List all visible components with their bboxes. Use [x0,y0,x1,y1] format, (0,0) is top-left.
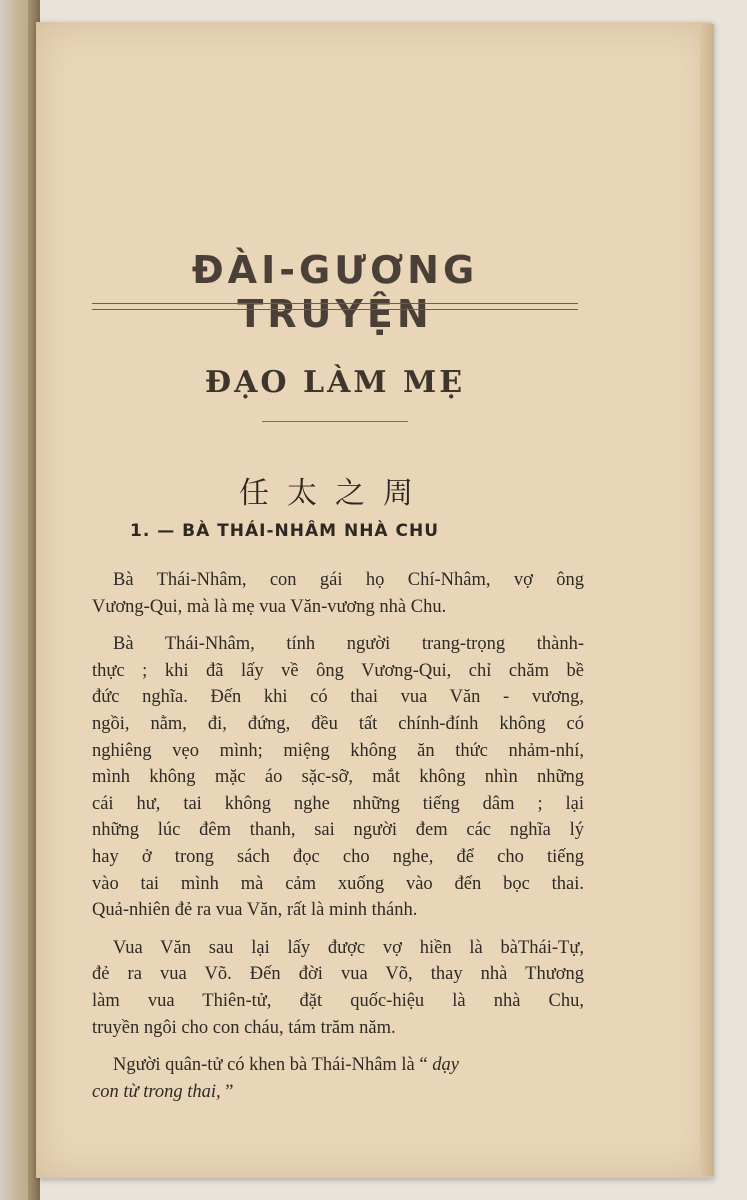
story-body [92,567,584,1116]
title-double-rule [92,303,578,310]
text-line: Vương-Qui, mà là mẹ vua Văn-vương nhà Chu. [92,596,447,617]
text-line: nghiêng vẹo mình; miệng không ăn thức nhảm-nhí, [92,740,584,761]
text-line: đức nghĩa. Đến khi có thai vua Văn - vương, [92,687,584,708]
text-line: Vua Văn sau lại lấy được vợ hiền là bàThái-Tự, [113,937,584,958]
text-line: Bà Thái-Nhâm, tính người trang-trọng thành- [113,634,584,655]
text-line [92,1079,584,1106]
text-line: làm vua Thiên-tử, đặt quốc-hiệu là nhà Chu, [92,990,584,1011]
text-line: mình không mặc áo sặc-sỡ, mắt không nhìn những [92,767,584,788]
story-heading: 1. — BÀ THÁI-NHÂM NHÀ CHU [130,521,440,541]
book-title: ĐÀI-GƯƠNG TRUYỆN [191,248,479,336]
italic-text: dạy [432,1055,459,1076]
text-span: Người quân-tử có khen bà Thái-Nhâm là “ [113,1055,428,1076]
section-title: ĐẠO LÀM MẸ [204,365,466,400]
page-edge [700,24,714,1176]
text-line: truyền ngôi cho con cháu, tám trăm năm. [92,1017,396,1038]
text-line: đẻ ra vua Võ. Đến đời vua Võ, thay nhà Thương [92,964,584,985]
text-line: vào tai mình mà cảm xuống vào đến bọc thai. [92,873,584,894]
text-line: cái hư, tai không nghe những tiếng dâm ; lại [92,793,584,814]
text-line: hay ở trong sách đọc cho nghe, để cho tiếng [92,846,584,867]
paragraph-4 [92,1052,584,1105]
text-line: những lúc đêm thanh, sai người đem các nghĩa lý [92,820,584,841]
paragraph-3 [92,935,584,1041]
paragraph-2 [92,631,584,924]
italic-text: con từ trong thai, [92,1081,221,1102]
text-line [92,1052,584,1079]
text-line: Bà Thái-Nhâm, con gái họ Chí-Nhâm, vợ ông [113,570,584,590]
text-line: thực ; khi đã lấy về ông Vương-Qui, chỉ chăm bề [92,660,584,681]
text-line: ngồi, nằm, đi, đứng, đều tất chính-đính không có [92,713,584,734]
section-rule [262,421,408,422]
closing-quote: ” [225,1081,234,1102]
paragraph-1 [92,567,584,620]
text-line: Quả-nhiên đẻ ra vua Văn, rất là minh thánh. [92,900,418,921]
chinese-title: 任太之周 [239,476,431,511]
